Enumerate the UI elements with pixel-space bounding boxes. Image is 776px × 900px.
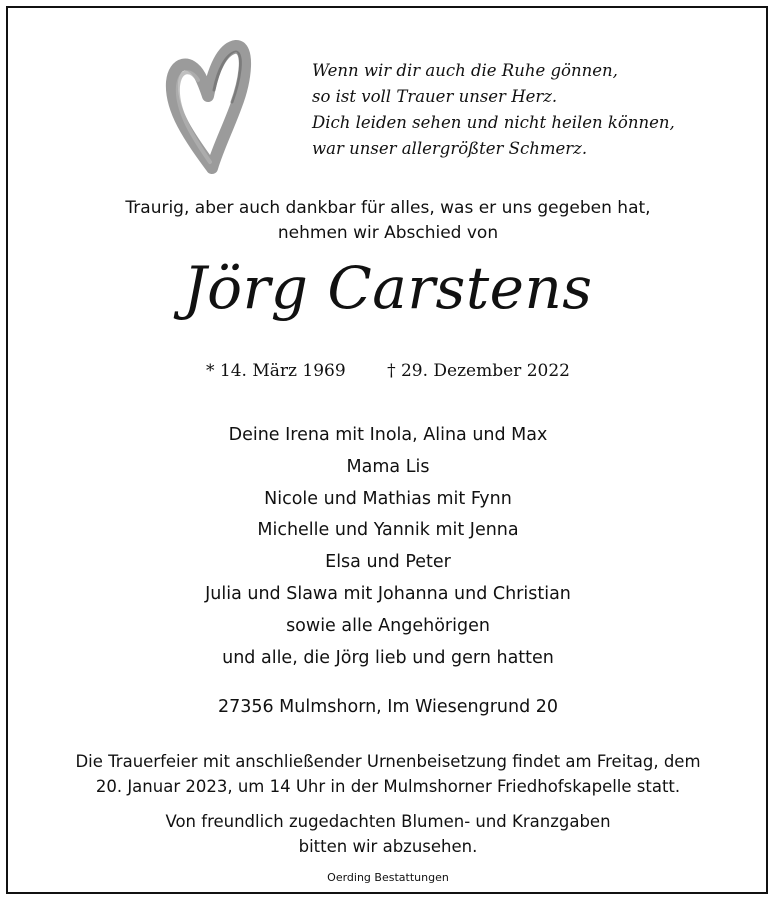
birth-date: * 14. März 1969 (206, 361, 346, 381)
heart-icon (160, 40, 252, 175)
poem-line: so ist voll Trauer unser Herz. (312, 87, 558, 106)
poem-line: Dich leiden sehen und nicht heilen können, (312, 113, 675, 132)
address: 27356 Mulmshorn, Im Wiesengrund 20 (217, 697, 559, 717)
flowers-note (0, 809, 776, 859)
mourner-line: Julia und Slawa mit Johanna und Christian (205, 583, 571, 604)
poem (312, 58, 732, 162)
ceremony-line: 20. Januar 2023, um 14 Uhr in der Mulmshorner Friedhofskapelle statt. (95, 777, 681, 796)
mourner-line: Deine Irena mit Inola, Alina und Max (228, 425, 548, 445)
life-dates (0, 358, 776, 384)
flowers-line: Von freundlich zugedachten Blumen- und Kranzgaben (165, 812, 611, 831)
mourner-line: Michelle und Yannik mit Jenna (257, 520, 519, 541)
intro-line: Traurig, aber auch dankbar für alles, was er uns gegeben hat, (125, 198, 651, 218)
mourner-line: Mama Lis (346, 456, 430, 477)
deceased-name: Jörg Carstens (183, 254, 593, 322)
poem-line: Wenn wir dir auch die Ruhe gönnen, (312, 61, 618, 80)
flowers-line: bitten wir abzusehen. (298, 837, 478, 856)
mourner-line: Nicole und Mathias mit Fynn (264, 488, 512, 509)
mourner-line: sowie alle Angehörigen (286, 615, 490, 636)
intro-line: nehmen wir Abschied von (277, 223, 499, 243)
mourner-line: und alle, die Jörg lieb und gern hatten (222, 647, 554, 668)
mourners-list (0, 420, 776, 674)
mourner-line: Elsa und Peter (325, 552, 451, 573)
death-date: † 29. Dezember 2022 (387, 361, 570, 381)
ceremony-info (0, 749, 776, 799)
intro-text (0, 196, 776, 246)
undertaker-name: Oerding Bestattungen (327, 871, 449, 884)
ceremony-line: Die Trauerfeier mit anschließender Urnenbeisetzung findet am Freitag, dem (75, 752, 701, 771)
poem-line: war unser allergrößter Schmerz. (312, 139, 588, 158)
